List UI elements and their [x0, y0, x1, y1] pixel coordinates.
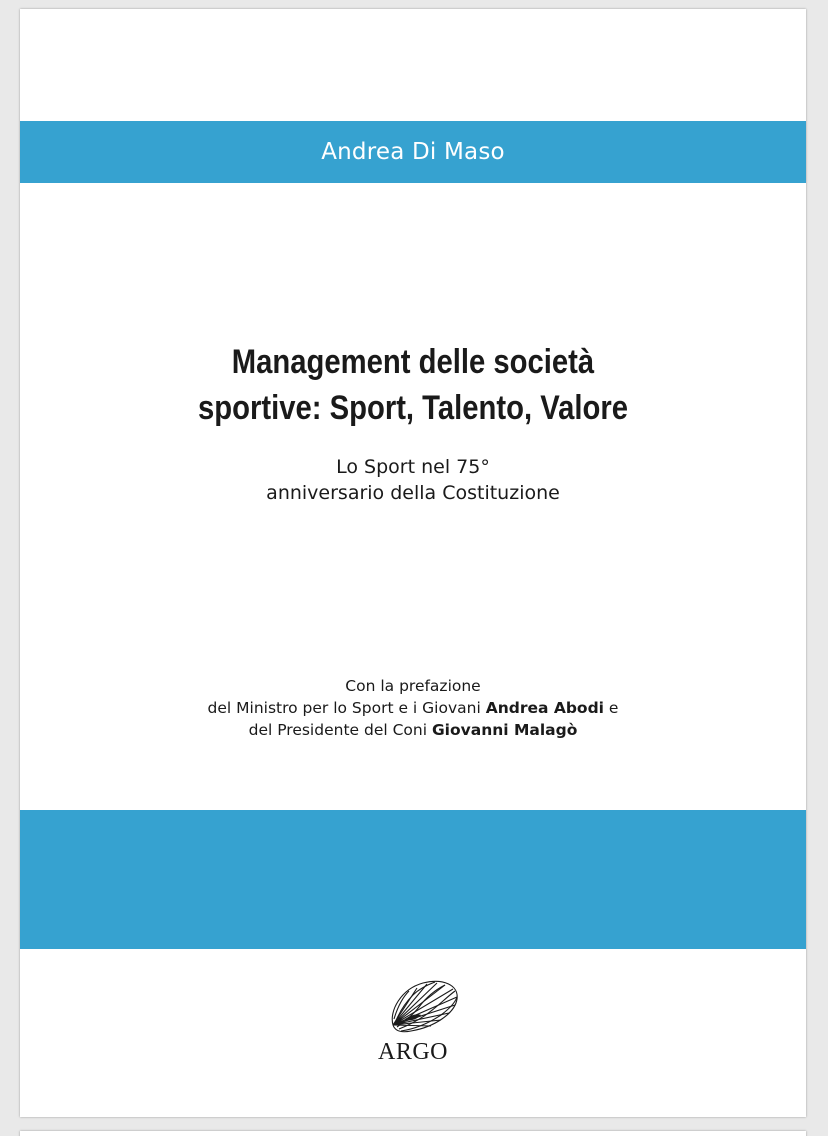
preface-line-2-tail: e: [604, 699, 619, 717]
preface-name-abodi: Andrea Abodi: [485, 699, 604, 717]
preface-line-3: [20, 719, 806, 741]
book-subtitle: [20, 454, 806, 506]
book-cover-page: [20, 9, 806, 1117]
book-title: [75, 339, 751, 431]
preface-name-malago: Giovanni Malagò: [431, 721, 578, 739]
author-name: Andrea Di Maso: [321, 139, 505, 165]
next-page-edge: [20, 1131, 806, 1136]
title-line-1: Management delle società: [231, 343, 595, 381]
preface-line-3-text: del Presidente del Coni: [248, 721, 432, 739]
publisher-name: ARGO: [377, 1039, 448, 1065]
preface-line-2: [20, 697, 806, 719]
shell-icon: [387, 975, 463, 1037]
author-band: [20, 121, 806, 183]
preface-line-1: Con la prefazione: [345, 677, 481, 695]
title-line-2: sportive: Sport, Talento, Valore: [197, 389, 629, 427]
subtitle-line-2: anniversario della Costituzione: [266, 482, 560, 504]
preface-line-2-text: del Ministro per lo Sport e i Giovani: [207, 699, 486, 717]
subtitle-line-1: Lo Sport nel 75°: [336, 456, 490, 478]
decorative-band: [20, 810, 806, 949]
preface-credits: [20, 675, 806, 741]
